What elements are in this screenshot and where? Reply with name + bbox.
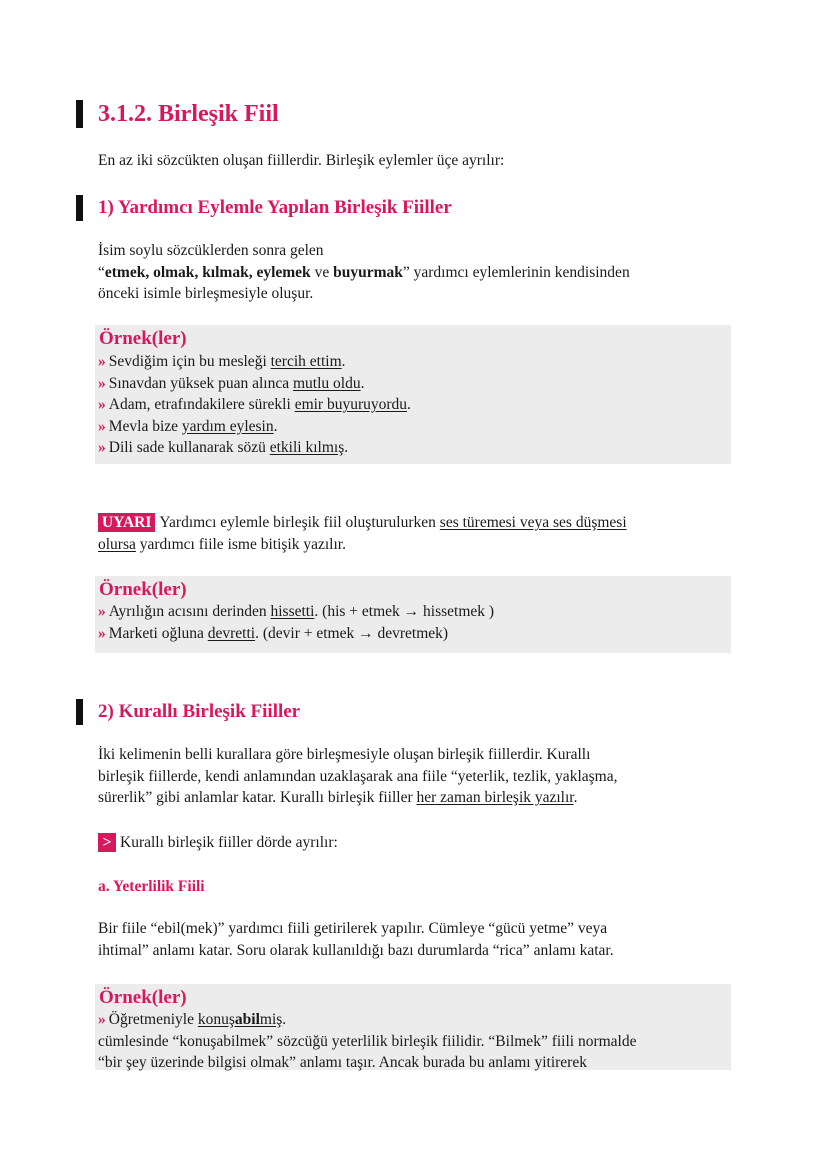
examples-box-1 — [95, 325, 731, 464]
examples-list-3 — [98, 1009, 637, 1074]
paragraph-line: UYARI Yardımcı eylemle birleşik fiil oluşturulurken ses türemesi veya ses düşmesi — [98, 512, 738, 534]
paragraph-line: Bir fiile “ebil(mek)” yardımcı fiili getirilerek yapılır. Cümleye “gücü yetme” veya — [98, 920, 608, 937]
arrow-icon: > — [98, 833, 116, 852]
warning-badge: UYARI — [98, 513, 155, 532]
section2-note: > Kurallı birleşik fiiller dörde ayrılır: — [98, 832, 738, 854]
example-item: » Ayrılığın acısını derinden hissetti. (his + etmek → hissetmek ) — [98, 603, 495, 620]
example-item: » Mevla bize yardım eylesin. — [98, 417, 278, 435]
examples-label: Örnek(ler) — [99, 987, 187, 1008]
intro-paragraph: En az iki sözcükten oluşan fiillerdir. Birleşik eylemler üçe ayrılır: — [98, 152, 505, 169]
examples-list-2 — [98, 601, 494, 644]
section2-bar — [76, 699, 83, 725]
examples-list-1 — [98, 351, 411, 459]
example-line: cümlesinde “konuşabilmek” sözcüğü yeterlilik birleşik fiilidir. “Bilmek” fiili normalde — [98, 1032, 637, 1050]
bullet-icon: » — [98, 624, 106, 642]
example-item: » Öğretmeniyle konuşabilmiş. — [98, 1011, 287, 1028]
bullet-icon: » — [98, 396, 106, 413]
bullet-icon: » — [98, 353, 106, 370]
examples-label: Örnek(ler) — [99, 328, 187, 349]
bullet-icon: » — [98, 603, 106, 620]
example-item: » Sevdiğim için bu mesleği tercih ettim. — [98, 353, 346, 370]
example-line: “bir şey üzerinde bilgisi olmak” anlamı taşır. Ancak burada bu anlamı yitirerek — [98, 1054, 587, 1071]
subsection-a-paragraph — [98, 918, 738, 961]
paragraph-line: İki kelimenin belli kurallara göre birleşmesiyle oluşan birleşik fiillerdir. Kurallı — [98, 746, 591, 763]
paragraph-line: sürerlik” gibi anlamlar katar. Kurallı birleşik fiiller her zaman birleşik yazılır. — [98, 789, 578, 806]
paragraph-line: ihtimal” anlamı katar. Soru olarak kullanıldığı bazı durumlarda “rica” anlamı katar. — [98, 941, 614, 959]
paragraph-line: olursa yardımcı fiile isme bitişik yazılır. — [98, 535, 346, 553]
example-item: » Marketi oğluna devretti. (devir + etmek → devretmek) — [98, 624, 449, 642]
bullet-icon: » — [98, 374, 106, 392]
page-title: 3.1.2. Birleşik Fiil — [98, 101, 279, 127]
paragraph-line: birleşik fiillerde, kendi anlamından uzaklaşarak ana fiile “yeterlik, tezlik, yaklaşma, — [98, 767, 618, 785]
bullet-icon: » — [98, 417, 106, 435]
examples-box-3 — [95, 984, 731, 1070]
paragraph-line: “etmek, olmak, kılmak, eylemek ve buyurmak” yardımcı eylemlerinin kendisinden — [98, 263, 630, 281]
example-item: » Adam, etrafındakilere sürekli emir buyuruyordu. — [98, 396, 411, 413]
section1-heading: 1) Yardımcı Eylemle Yapılan Birleşik Fiiller — [98, 197, 452, 218]
example-item: » Sınavdan yüksek puan alınca mutlu oldu. — [98, 374, 365, 392]
section1-paragraph — [98, 240, 738, 305]
paragraph-line: İsim soylu sözcüklerden sonra gelen — [98, 242, 324, 259]
section1-bar — [76, 195, 83, 221]
warning-paragraph — [98, 512, 738, 555]
paragraph-line: önceki isimle birleşmesiyle oluşur. — [98, 285, 314, 302]
section2-heading: 2) Kurallı Birleşik Fiiller — [98, 701, 301, 722]
examples-label: Örnek(ler) — [99, 579, 187, 600]
bullet-icon: » — [98, 1011, 106, 1028]
section2-paragraph — [98, 744, 738, 809]
examples-box-2 — [95, 576, 731, 653]
example-item: » Dili sade kullanarak sözü etkili kılmış. — [98, 439, 349, 456]
bullet-icon: » — [98, 439, 106, 456]
heading-bar — [76, 100, 83, 128]
subheading-a: a. Yeterlilik Fiili — [98, 878, 205, 895]
